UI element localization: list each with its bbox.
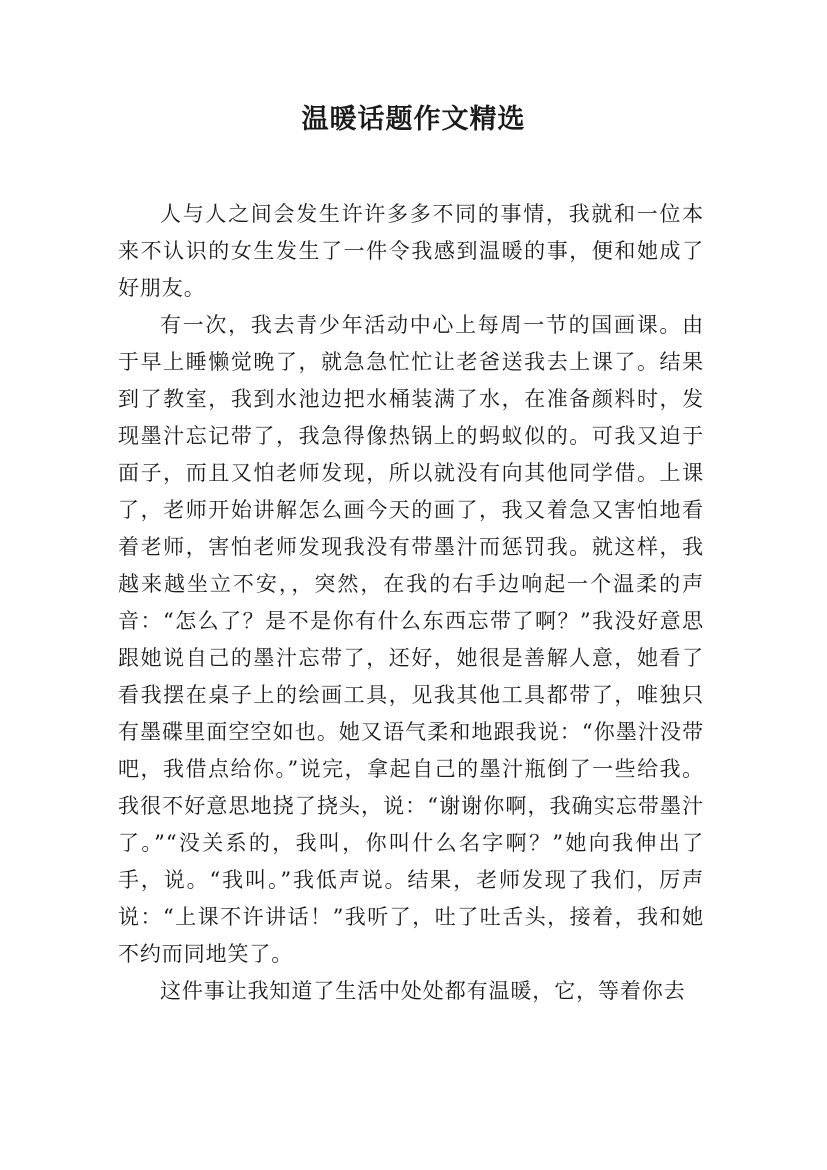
paragraph-3: 这件事让我知道了生活中处处都有温暖，它，等着你去 xyxy=(160,979,686,1003)
paragraph-2: 有一次，我去青少年活动中心上每周一节的国画课。由于早上睡懒觉晚了，就急急忙忙让老爸送我去上课了。结果到了教室，我到水池边把水桶装满了水，在准备颜料时，发现墨汁忘记带了，我急得像热锅上的蚂蚁似的。可我又迫于面子，而且又怕老师发现，所以就没有向其他同学借。上课了，老师开始讲解怎么画今天的画了，我又着急又害怕地看着老师，害怕老师发现我没有带墨汁而惩罚我。就这样，我越来越坐立不安，，突然，在我的右手边响起一个温柔的声音：“怎么了？是不是你有什么东西忘带了啊？”我没好意思跟她说自己的墨汁忘带了，还好，她很是善解人意，她看了看我摆在桌子上的绘画工具，见我其他工具都带了，唯独只有墨碟里面空空如也。她又语气柔和地跟我说：“你墨汁没带吧，我借点给你。”说完，拿起自己的墨汁瓶倒了一些给我。我很不好意思地挠了挠头，说：“谢谢你啊，我确实忘带墨汁了。”“没关系的，我叫，你叫什么名字啊？”她向我伸出了手，说。“我叫。”我低声说。结果，老师发现了我们，厉声说：“上课不许讲话！”我听了，吐了吐舌头，接着，我和她不约而同地笑了。 xyxy=(118,313,704,966)
paragraph-1: 人与人之间会发生许许多多不同的事情，我就和一位本来不认识的女生发生了一件令我感到温暖的事，便和她成了好朋友。 xyxy=(118,202,704,300)
document-body xyxy=(118,196,704,1010)
document-title: 温暖话题作文精选 xyxy=(301,104,526,135)
